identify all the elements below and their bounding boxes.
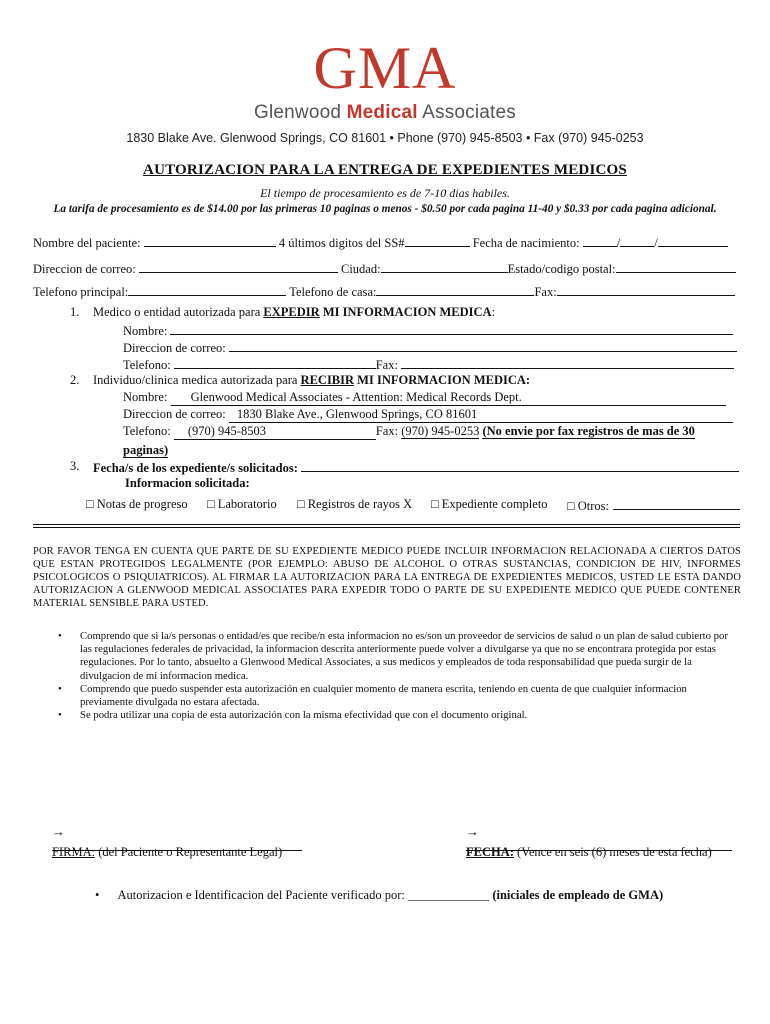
section-1-address-label: Direccion de correo: xyxy=(123,341,226,355)
section-1-phone-field[interactable] xyxy=(174,356,376,369)
bullet-icon: • xyxy=(58,682,62,695)
divider-line xyxy=(33,524,740,525)
company-address: 1830 Blake Ave. Glenwood Springs, CO 81601 • Phone (970) 945-8503 • Fax (970) 945-0253 xyxy=(126,131,644,145)
checkbox-icon: □ xyxy=(567,499,575,513)
signature-label: FIRMA: xyxy=(52,845,96,859)
bullet-icon: • xyxy=(95,888,100,902)
section-1-phone-row xyxy=(123,356,734,373)
list-item xyxy=(58,630,740,683)
signature-desc: (del Paciente o Representante Legal) xyxy=(95,845,283,859)
signature-caption xyxy=(52,845,282,860)
checkbox-label: Expediente completo xyxy=(441,497,548,511)
checkbox-icon: □ xyxy=(207,497,215,511)
ssn-label: 4 últimos digitos del SS# xyxy=(278,236,405,250)
form-title: AUTORIZACION PARA LA ENTREGA DE EXPEDIENTES MEDICOS xyxy=(143,162,627,178)
patient-name-field[interactable] xyxy=(144,234,276,247)
legal-notice: POR FAVOR TENGA EN CUENTA QUE PARTE DE SU EXPEDIENTE MEDICO PUEDE INCLUIR INFORMACION RELACIONADA A CIERTOS DATOS QUE ESTAN PROTEGIDOS LEGALMENTE (POR EJEMPLO: ABUSO DE ALCOHOL O OTRAS SUSTANCIAS, CONDICION DE HIV, INFORMES PSICOLOGICOS O PSIQUIATRICOS). AL FIRMAR LA AUTORIZACION PARA LA ENTREGA DE EXPEDIENTES MEDICOS, USTED LE ESTA DANDO AUTORIZACION A GLENWOOD MEDICAL ASSOCIATES PARA EXPEDIR TODO O PARTE DE SU EXPEDIENTE MEDICO QUE PUEDE CONTENER MATERIAL SENSIBLE PARA USTED. xyxy=(33,546,741,609)
ssn-field[interactable] xyxy=(405,234,470,247)
section-1-fax-field[interactable] xyxy=(401,356,734,369)
other-field[interactable] xyxy=(613,497,740,510)
section-3-number: 3. xyxy=(70,459,80,473)
verification-text: Autorizacion e Identificacion del Paciente verificado por: _____________ xyxy=(117,888,493,902)
checkbox-icon: □ xyxy=(86,497,94,511)
list-item-text: Se podra utilizar una copia de esta autorización con la misma efectividad que con el documento original. xyxy=(80,709,528,722)
section-1-name-row xyxy=(123,322,733,339)
home-phone-label: Telefono de casa: xyxy=(289,285,377,299)
patient-info-row-3 xyxy=(33,283,735,300)
arrow-icon: → xyxy=(52,824,65,839)
section-3-dates-row xyxy=(93,459,739,476)
state-zip-field[interactable] xyxy=(616,260,736,273)
patient-name-label: Nombre del paciente: xyxy=(33,236,141,250)
section-2-heading-verb: RECIBIR xyxy=(300,373,355,387)
company-name-left: Glenwood xyxy=(253,102,347,123)
requested-dates-label: Fecha/s de los expediente/s solicitados: xyxy=(93,461,298,475)
section-1-heading-colon: : xyxy=(491,305,496,319)
date-caption xyxy=(466,845,712,860)
section-2-heading xyxy=(93,373,530,388)
processing-fee-note: La tarifa de procesamiento es de $14.00 por las primeras 10 paginas o menos - $0.50 por cada pagina 11-40 y $0.33 por cada pagina adicional. xyxy=(53,203,717,215)
section-2-phone-label: Telefono: xyxy=(123,424,171,438)
section-2-phone-row xyxy=(123,424,695,440)
arrow-icon: → xyxy=(466,824,479,839)
section-1-address-row xyxy=(123,339,737,356)
checkbox-label: Registros de rayos X xyxy=(307,497,413,511)
patient-info-row-2 xyxy=(33,260,736,277)
checkbox-icon: □ xyxy=(297,497,305,511)
mailing-address-field[interactable] xyxy=(139,260,338,273)
dob-year-field[interactable] xyxy=(658,234,728,247)
dob-label: Fecha de nacimiento: xyxy=(472,236,580,250)
checkbox-label: Laboratorio xyxy=(217,497,277,511)
section-2-heading-post: MI INFORMACION MEDICA: xyxy=(354,373,531,387)
section-1-number: 1. xyxy=(70,305,80,319)
list-item xyxy=(58,683,740,709)
mailing-address-label: Direccion de correo: xyxy=(33,262,136,276)
section-2-number: 2. xyxy=(70,373,80,387)
checkbox-xray-records[interactable] xyxy=(297,497,412,512)
section-1-heading-pre: Medico o entidad autorizada para xyxy=(93,305,264,319)
checkbox-progress-notes[interactable] xyxy=(86,497,188,512)
section-1-address-field[interactable] xyxy=(229,339,737,352)
list-item xyxy=(58,709,740,722)
date-desc: (Vence en seis (6) meses de esta fecha) xyxy=(513,845,712,859)
section-2-name-label: Nombre: xyxy=(123,390,168,404)
section-2-heading-pre: Individuo/clinica medica autorizada para xyxy=(93,373,301,387)
dob-separator: / xyxy=(654,236,658,250)
section-1-heading-verb: EXPEDIR xyxy=(263,305,320,319)
date-label: FECHA: xyxy=(466,845,514,859)
section-2-address-label: Direccion de correo: xyxy=(123,407,226,421)
section-1-name-label: Nombre: xyxy=(123,324,168,338)
checkbox-other[interactable] xyxy=(567,497,740,514)
company-name xyxy=(0,102,770,124)
requested-info-label: Informacion solicitada: xyxy=(125,476,250,490)
section-2-phone-value: (970) 945-8503 xyxy=(174,424,376,440)
patient-info-row-1 xyxy=(33,234,728,251)
list-item-text: Comprendo que puedo suspender esta autorización en cualquier momento de manera escrita, teniendo en cuenta de que cualquier informacion previamente divulgada no estara afectada. xyxy=(80,682,687,709)
company-name-right: Associates xyxy=(417,102,517,123)
main-phone-field[interactable] xyxy=(128,283,286,296)
main-phone-label: Telefono principal: xyxy=(33,285,129,299)
dob-day-field[interactable] xyxy=(620,234,654,247)
divider-line xyxy=(33,527,740,528)
section-1-heading xyxy=(93,305,495,320)
company-name-highlight: Medical xyxy=(346,102,418,123)
verification-note: (iniciales de empleado de GMA) xyxy=(492,888,664,902)
checkbox-label: Otros: xyxy=(577,499,609,513)
section-1-name-field[interactable] xyxy=(170,322,733,335)
section-2-fax-note-line-2: paginas) xyxy=(123,443,169,457)
section-2-fax-label: Fax: xyxy=(375,424,399,438)
list-item-text: Comprendo que si la/s personas o entidad/es que recibe/n esta informacion no es/son un proveedor de servicios de salud o un plan de salud cubierto por las regulaciones federales de privacidad, la informacion descrita anteriormente puede volver a divulgarse ya que no se encontrara protegida por estas regulaciones. Por lo tanto, absuelto a Glenwood Medical Associates, a sus medicos y empleados de toda responsabilidad que pueda surgir de la divulgacion de mi informacion medica. xyxy=(80,630,728,682)
section-2-fax-note: (No envie por fax registros de mas de 30 xyxy=(482,424,695,438)
city-label: Ciudad: xyxy=(340,262,381,276)
bullet-icon: • xyxy=(58,709,62,722)
section-1-phone-label: Telefono: xyxy=(123,358,171,372)
section-2-name-value: Glenwood Medical Associates - Attention: Medical Records Dept. xyxy=(171,390,726,406)
bullet-icon: • xyxy=(58,630,62,642)
staff-verification xyxy=(95,888,663,903)
section-2-fax-note-cont xyxy=(123,443,168,458)
requested-dates-field[interactable] xyxy=(301,459,739,472)
section-1-fax-label: Fax: xyxy=(375,358,398,372)
dob-month-field[interactable] xyxy=(583,234,617,247)
checkbox-label: Notas de progreso xyxy=(96,497,188,511)
dob-separator: / xyxy=(616,236,621,250)
patient-fax-label: Fax: xyxy=(534,285,557,299)
city-field[interactable] xyxy=(381,260,508,273)
acknowledgement-list xyxy=(58,630,740,722)
checkbox-laboratory[interactable] xyxy=(207,497,277,512)
logo-mark: GMA xyxy=(313,35,457,101)
state-zip-label: Estado/codigo postal: xyxy=(507,262,616,276)
patient-fax-field[interactable] xyxy=(557,283,735,296)
section-2-address-value: 1830 Blake Ave., Glenwood Springs, CO 81601 xyxy=(229,407,733,423)
section-1-heading-post: MI INFORMACION MEDICA xyxy=(319,305,492,319)
checkbox-complete-record[interactable] xyxy=(431,497,548,512)
section-2-name-row xyxy=(123,390,726,406)
processing-time-note: El tiempo de procesamiento es de 7-10 dias habiles. xyxy=(260,186,510,200)
section-2-address-row xyxy=(123,407,733,423)
checkbox-icon: □ xyxy=(431,497,439,511)
section-2-fax-value: (970) 945-0253 xyxy=(401,424,480,438)
home-phone-field[interactable] xyxy=(376,283,534,296)
